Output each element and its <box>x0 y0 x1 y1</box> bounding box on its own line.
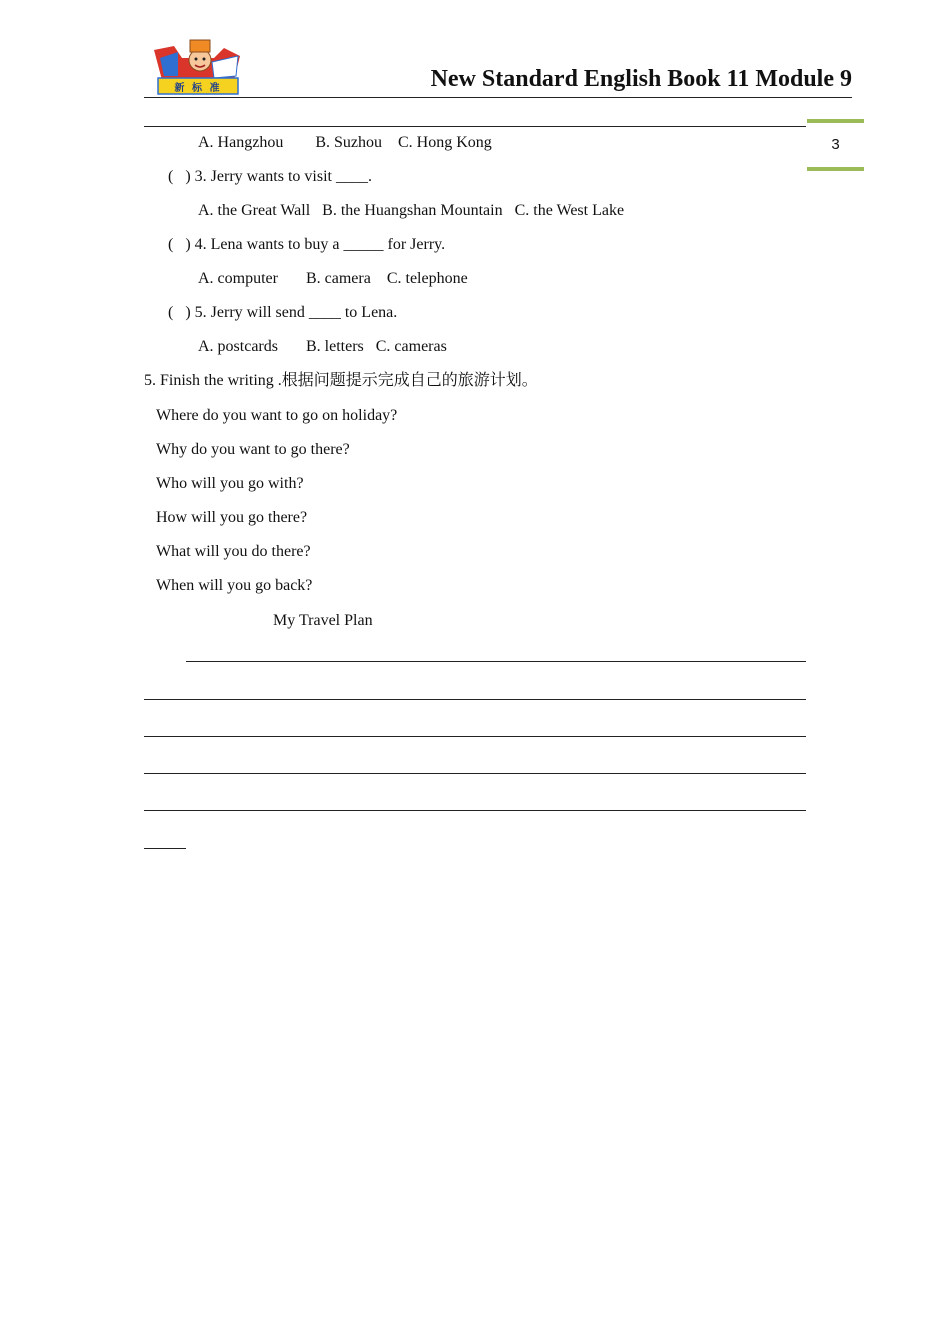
answer-line[interactable] <box>144 699 806 700</box>
plan-title: My Travel Plan <box>273 612 373 629</box>
publisher-logo <box>152 36 242 96</box>
header-title: New Standard English Book 11 Module 9 <box>430 66 852 92</box>
question-4-stem: ( ) 4. Lena wants to buy a _____ for Jerry. <box>168 236 446 253</box>
writing-prompt: Why do you want to go there? <box>156 441 350 458</box>
writing-prompt: Where do you want to go on holiday? <box>156 407 398 424</box>
answer-line[interactable] <box>144 810 806 811</box>
writing-prompt: How will you go there? <box>156 509 308 526</box>
question-3-options: A. the Great Wall B. the Huangshan Mountain C. the West Lake <box>198 202 625 219</box>
question-5-options: A. postcards B. letters C. cameras <box>198 338 447 355</box>
writing-prompt: What will you do there? <box>156 543 311 560</box>
logo-text: 新 标 准 <box>174 83 222 94</box>
question-3-stem: ( ) 3. Jerry wants to visit ____. <box>168 168 372 185</box>
answer-line[interactable] <box>144 736 806 737</box>
page-number-bar-bottom <box>807 167 864 171</box>
page-number: 3 <box>831 136 840 153</box>
writing-prompt: Who will you go with? <box>156 475 304 492</box>
question-2-options: A. Hangzhou B. Suzhou C. Hong Kong <box>198 134 492 151</box>
answer-line[interactable] <box>144 773 806 774</box>
question-4-options: A. computer B. camera C. telephone <box>198 270 468 287</box>
writing-instruction: 5. Finish the writing .根据问题提示完成自己的旅游计划。 <box>144 372 538 389</box>
page-number-bar-top <box>807 119 864 123</box>
writing-prompt: When will you go back? <box>156 577 313 594</box>
content-top-divider <box>144 126 806 127</box>
header-divider <box>144 97 852 98</box>
answer-line[interactable] <box>144 848 186 849</box>
question-5-stem: ( ) 5. Jerry will send ____ to Lena. <box>168 304 398 321</box>
answer-line[interactable] <box>186 661 806 662</box>
